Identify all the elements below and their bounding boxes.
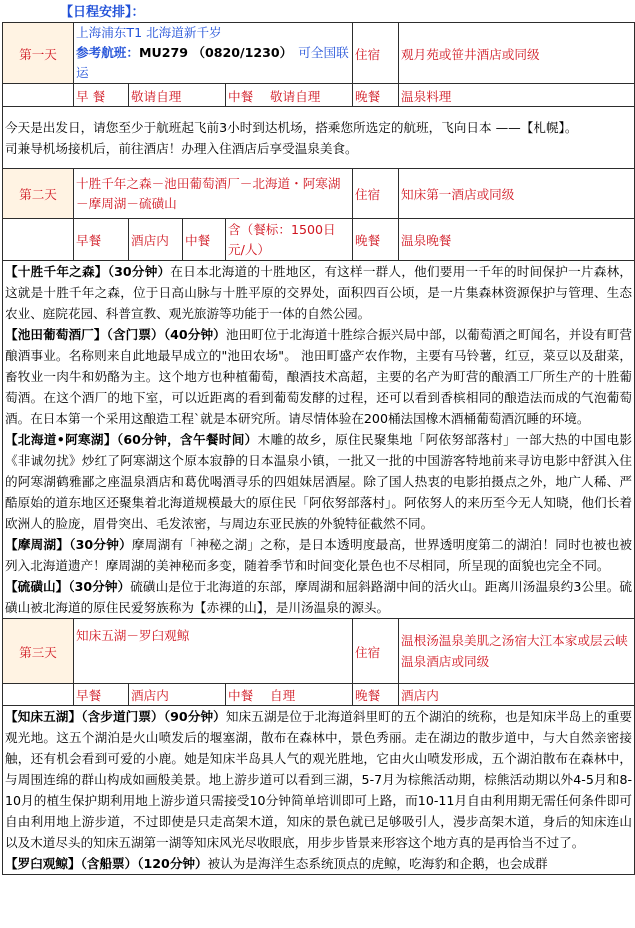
day2-s3-text: 木雕的故乡，原住民聚集地「阿依努部落村」一部大热的中国电影《非诚勿扰》炒红了阿寒湖这个原本寂静的日本温泉小镇，一批又一批的中国游客特地前来寻访电影中舒淇入住的阿寒湖鹤雅鄙之座温泉酒店和葛优喝酒寻乐的四姐妹居酒屋。除了国人热衷的电影拍摄点之外，地广人稀、严酷原始的道东地区还聚集着北海道规模最大的原住民「阿依努部落村」。阿依努人的来历至今无人知晓，他们长着欧洲人的脸庞，眉骨突出、毛发浓密，与周边东亚民族的外貌特征截然不同。 bbox=[5, 432, 633, 531]
day2-hotel: 知床第一酒店或同级 bbox=[399, 169, 635, 219]
day3-desc-row bbox=[3, 706, 635, 875]
day1-header-row bbox=[3, 23, 635, 84]
day3-description bbox=[3, 706, 635, 875]
day1-desc-p2: 司兼导机场接机后，前往酒店！办理入住酒店后享受温泉美食。 bbox=[5, 140, 358, 156]
day1-flight-prefix: 参考航班： bbox=[76, 45, 139, 60]
day2-dinner-label: 晚餐 bbox=[353, 219, 399, 261]
day1-lunch-label: 中餐 bbox=[228, 88, 254, 104]
day1-flight-suffix: 可全国联运 bbox=[76, 45, 349, 80]
day2-s2-text: 池田町位于北海道十胜综合振兴局中部，以葡萄酒之町闻名，并设有町营酿酒事业。名称则来自此地最早成立的"池田农场"。 池田町盛产农作物，主要有马铃薯，红豆，菜豆以及甜菜，畜牧业一肉牛和奶酪为主。这个地方也种植葡萄，酿酒技术高超，主要的名产为町营的酿酒工厂所生产的十胜葡萄酒。在这个酒厂的地下室，可以近距离的看到葡萄发酵的过程，还可以看到香槟相同的酿造法而成的气泡葡萄酒。在日本第一个采用这酿造工程`就是本研究所。请尽情体验在200桶法国橡木酒桶葡萄酒沉睡的环境。 bbox=[5, 327, 633, 426]
day3-dinner: 酒店内 bbox=[399, 684, 635, 706]
day3-header-row bbox=[3, 619, 635, 684]
day2-desc-row bbox=[3, 261, 635, 619]
day3-s1-title: 【知床五湖】（含步道门票）（90分钟） bbox=[5, 709, 226, 724]
day3-meals-row bbox=[3, 684, 635, 706]
day2-s4-title: 【摩周湖】（30分钟） bbox=[5, 537, 132, 552]
day2-section-2 bbox=[5, 324, 632, 429]
day2-s4-text: 摩周湖有「神秘之湖」之称，是日本透明度最高，世界透明度第二的湖泊！同时也被也被列入北海道遗产！摩周湖的美神秘而多变，随着季节和时间变化景色也不尽相同，所呈现的面貌也完全不同。 bbox=[5, 537, 633, 573]
day2-section-1 bbox=[5, 261, 632, 324]
day1-route: 上海浦东T1 北海道新千岁 bbox=[76, 25, 222, 40]
day1-flight-code: MU279 （0820/1230） bbox=[138, 45, 293, 60]
day2-label: 第二天 bbox=[3, 169, 74, 219]
day1-breakfast-label: 早 餐 bbox=[74, 84, 129, 107]
day2-meals-row bbox=[3, 219, 635, 261]
day3-lunch-label: 中餐 bbox=[228, 688, 254, 703]
day3-lunch: 自理 bbox=[270, 688, 296, 703]
day2-section-3 bbox=[5, 429, 632, 534]
day1-lunch: 敬请自理 bbox=[270, 88, 321, 104]
day3-label: 第三天 bbox=[3, 619, 74, 684]
day2-lunch-label: 中餐 bbox=[183, 219, 226, 261]
day2-s1-title: 【十胜千年之森】（30分钟） bbox=[5, 264, 171, 279]
day2-s2-title: 【池田葡萄酒厂】（含门票）（40分钟） bbox=[5, 327, 226, 342]
day1-label: 第一天 bbox=[3, 23, 74, 84]
day3-breakfast: 酒店内 bbox=[129, 684, 226, 706]
day2-header-row bbox=[3, 169, 635, 219]
day2-lunch: 含（餐标：1500日元/人） bbox=[226, 219, 353, 261]
day3-breakfast-label: 早餐 bbox=[74, 684, 129, 706]
day3-lunch-cell bbox=[226, 684, 353, 706]
day2-route: 十胜千年之森－池田葡萄酒厂－北海道・阿寒湖－摩周湖－硫磺山 bbox=[74, 169, 353, 219]
day2-breakfast-label: 早餐 bbox=[74, 219, 129, 261]
day1-flight bbox=[76, 43, 350, 83]
day1-lunch-cell bbox=[226, 84, 353, 107]
day2-section-4 bbox=[5, 534, 632, 576]
day2-breakfast: 酒店内 bbox=[129, 219, 183, 261]
day2-dinner: 温泉晚餐 bbox=[399, 219, 635, 261]
day1-breakfast: 敬请自理 bbox=[129, 84, 226, 107]
day1-meals-row bbox=[3, 84, 635, 107]
day3-s1-text: 知床五湖是位于北海道斜里町的五个湖泊的统称，也是知床半岛上的重要观光地。这五个湖泊是火山喷发后的堰塞湖，散布在森林中，景色秀丽。走在湖边的散步道中，与大自然亲密接触，还有机会看到可爱的小鹿。她是知床半岛具人气的观光胜地，它由火山喷发形成，五个湖泊散布在森林中，与周围连绵的群山构成如画般美景。地上游步道可以看到三湖，5-7月为棕熊活动期，棕熊活动期以外4-5月和8-10月的植生保护期利用地上游步道只需接受10分钟简单培训即可上路，而10-11月自由利用期无需任何条件即可自由利用地上游步道，不过即使是只走高架木道，知床的景色就已足够吸引人，漫步高架木道，身后的知床连山以及木道尽头的知床五湖第一湖等知床风光尽收眼底，用步步皆景来形容这个地方真的是再恰当不过了。 bbox=[5, 709, 633, 850]
day2-s1-text: 在日本北海道的十胜地区，有这样一群人，他们要用一千年的时间保护一片森林，这就是十胜千年之森，位于日高山脉与十胜平原的交界处，面积四百公顷，是一片集森林资源保护与管理、生态农业、庭院花园、科普宣教、观光旅游等功能于一体的自然公园。 bbox=[5, 264, 633, 321]
day3-dinner-label: 晚餐 bbox=[353, 684, 399, 706]
day1-stay-label: 住宿 bbox=[353, 23, 399, 84]
day1-dinner-label: 晚餐 bbox=[353, 84, 399, 107]
day3-stay-label: 住宿 bbox=[353, 619, 399, 684]
day1-description bbox=[3, 107, 635, 169]
day2-description bbox=[3, 261, 635, 619]
day3-route: 知床五湖－罗臼观鲸 bbox=[74, 619, 353, 684]
day3-section-1 bbox=[5, 706, 632, 853]
itinerary-table bbox=[2, 22, 635, 875]
day2-s3-title: 【北海道•阿寒湖】（60分钟，含午餐时间） bbox=[5, 432, 258, 447]
day3-section-2 bbox=[5, 853, 632, 874]
day1-dinner: 温泉料理 bbox=[399, 84, 635, 107]
day2-stay-label: 住宿 bbox=[353, 169, 399, 219]
day3-s2-text: 被认为是海洋生态系统顶点的虎鲸，吃海豹和企鹅，也会成群 bbox=[207, 856, 548, 871]
day1-route-cell bbox=[74, 23, 353, 84]
day2-section-5 bbox=[5, 576, 632, 618]
day3-hotel: 温根汤温泉美肌之汤宿大江本家或层云峡温泉酒店或同级 bbox=[399, 619, 635, 684]
day1-hotel: 观月苑或笹井酒店或同级 bbox=[399, 23, 635, 84]
day2-s5-text: 硫磺山是位于北海道的东部，摩周湖和屈斜路湖中间的活火山。距离川汤温泉约3公里。硫磺山被北海道的原住民爱努族称为【赤裸的山】，是川汤温泉的源头。 bbox=[5, 579, 633, 615]
day3-s2-title: 【罗臼观鲸】（含船票）（120分钟） bbox=[5, 856, 208, 871]
day2-s5-title: 【硫磺山】（30分钟） bbox=[5, 579, 131, 594]
day1-desc-row bbox=[3, 107, 635, 169]
day1-desc-p1: 今天是出发日，请您至少于航班起飞前3小时到达机场，搭乘您所选定的航班，飞向日本 ——【札幌】。 bbox=[5, 119, 578, 135]
schedule-heading: 【日程安排】： bbox=[60, 5, 145, 20]
